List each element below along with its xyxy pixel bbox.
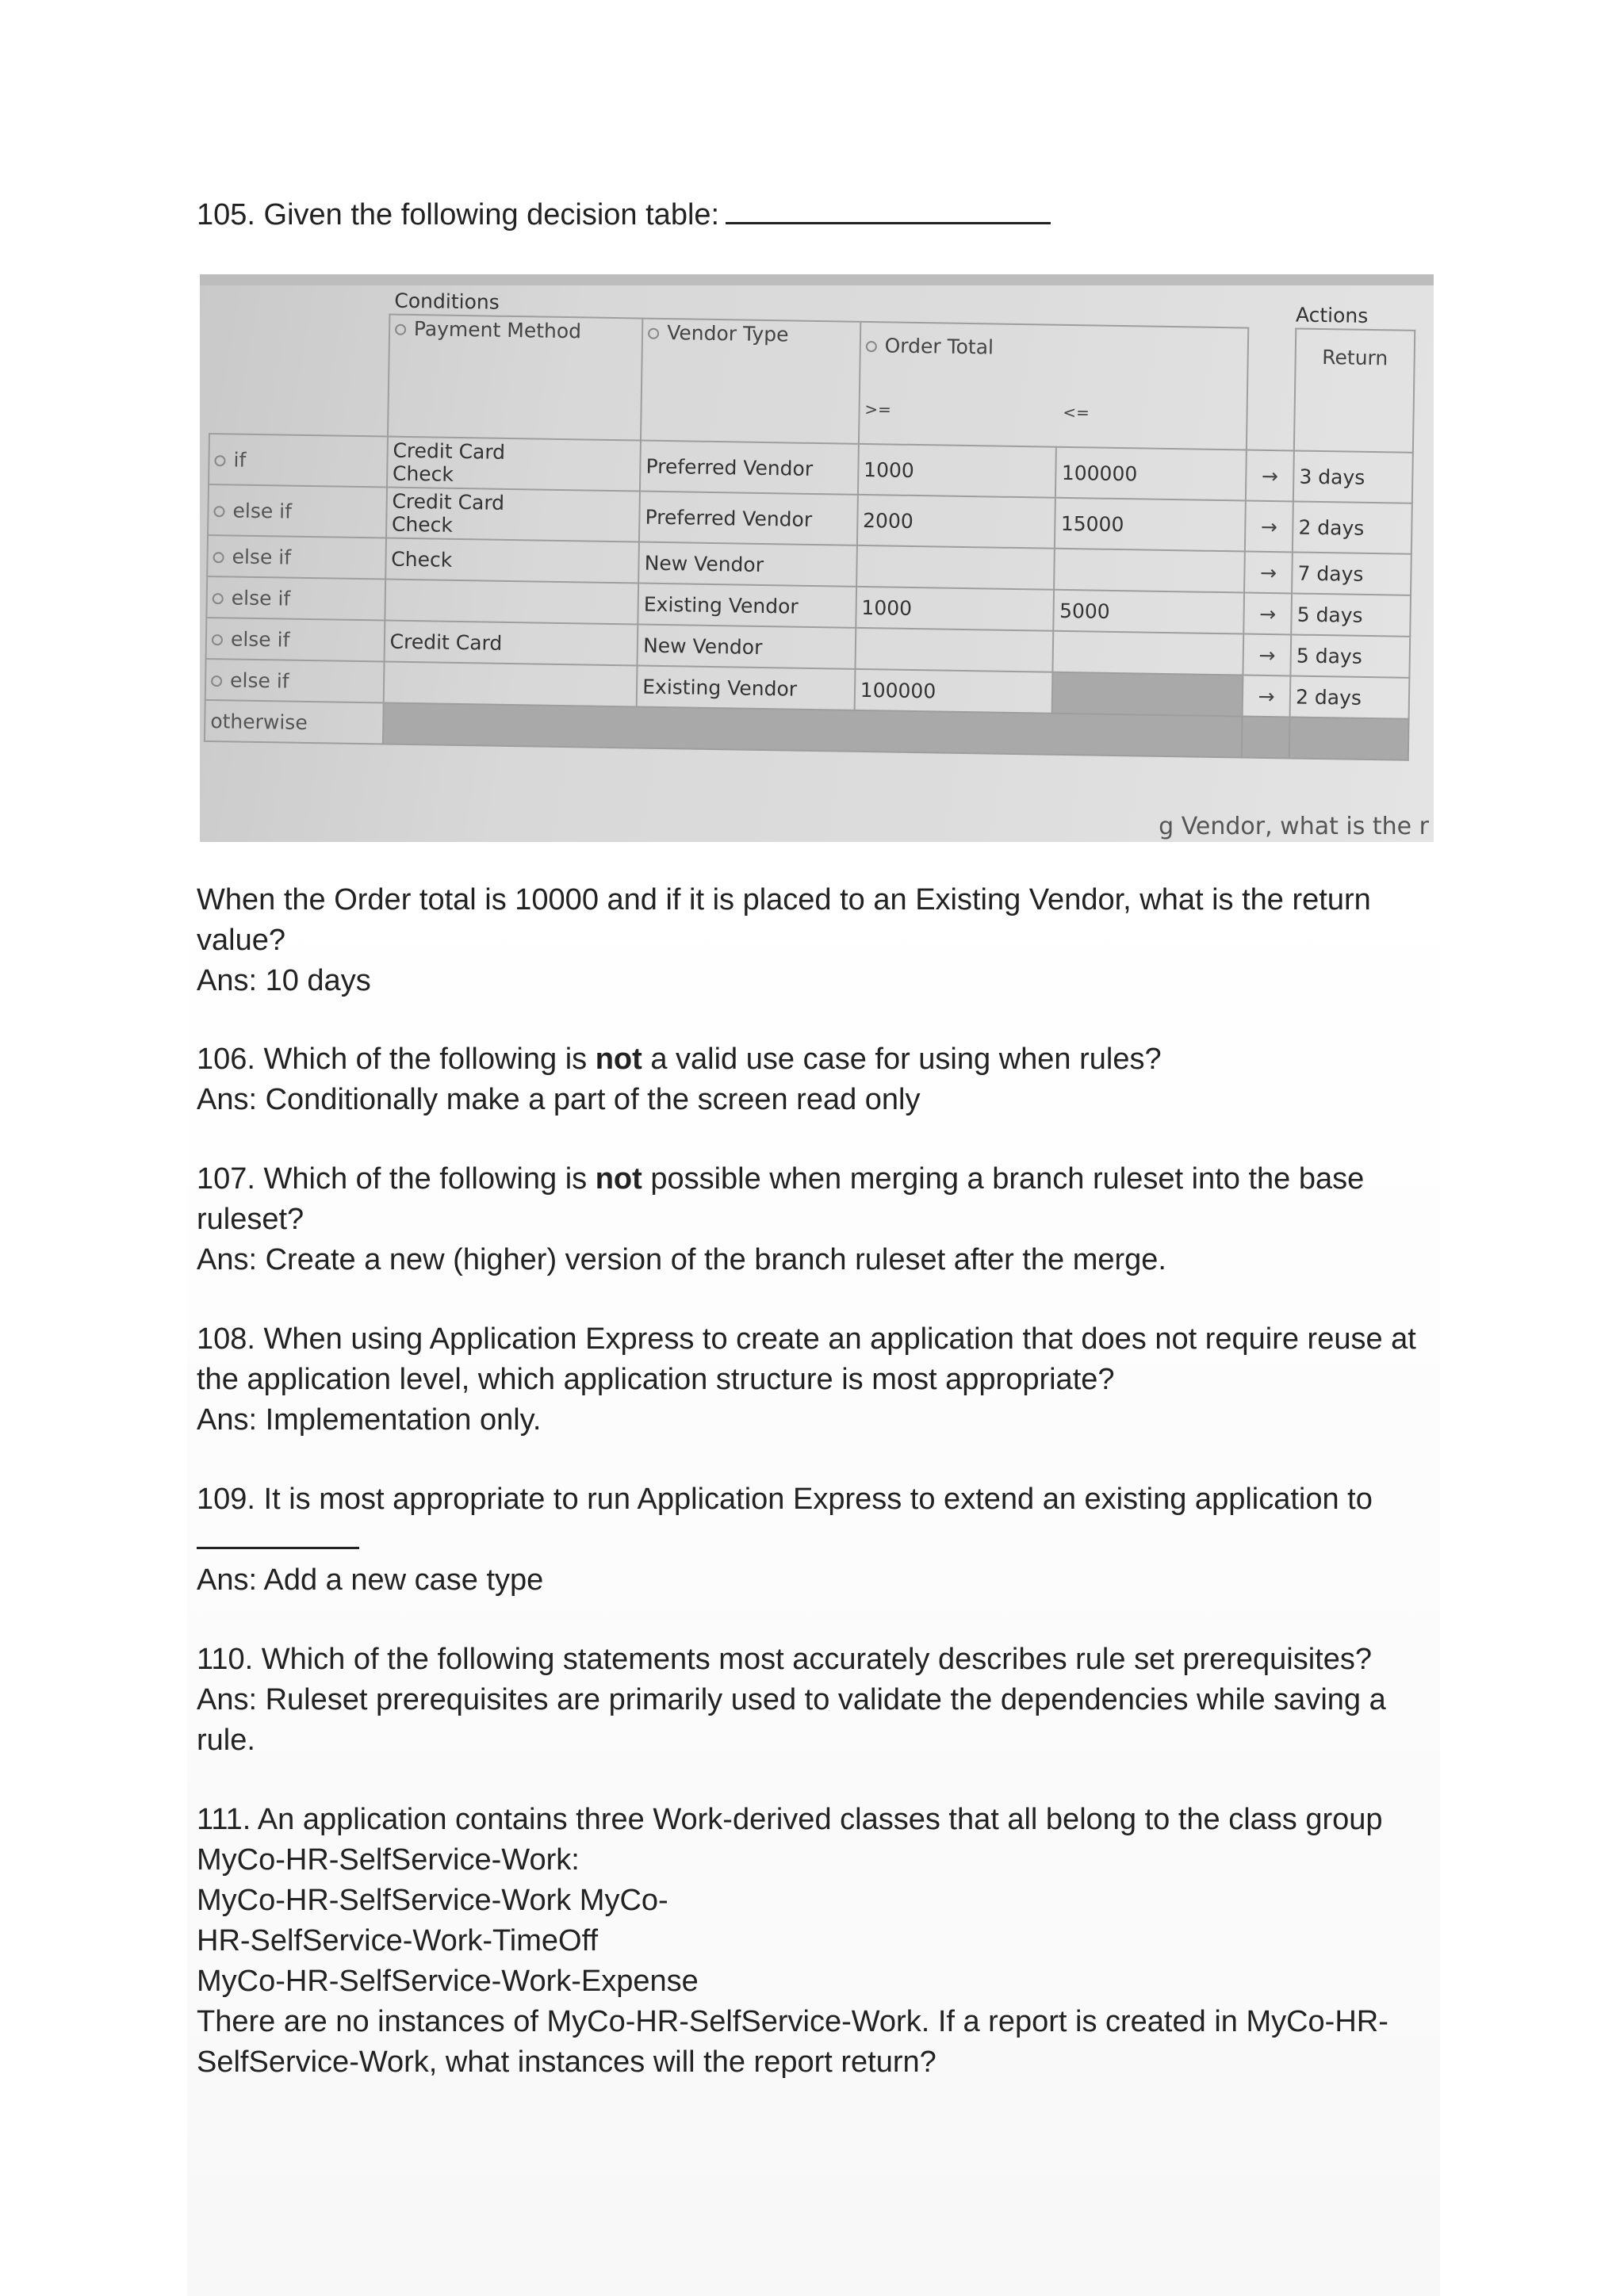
table-row: else if Credit Card Check Preferred Vendor 2000 15000 → 2 days (208, 484, 1412, 554)
conditions-label: Conditions (394, 289, 500, 314)
decision-table-photo (200, 274, 1434, 842)
question-105-prompt-text: When the Order total is 10000 and if it is placed to an Existing Vendor, what is the return value? (197, 883, 1371, 957)
table-row: if Credit Card Check Preferred Vendor 1000 100000 → 3 days (209, 434, 1413, 503)
question-109-answer: Ans: Add a new case type (197, 1563, 544, 1597)
table-row: else if Credit Card New Vendor → 5 days (206, 618, 1411, 678)
question-110: 110. Which of the following statements most accurately describes rule set prerequisites? Ans: Ruleset prerequisites are primarily used to validate the dependencies while saving a rule. (197, 1640, 1434, 1761)
otherwise-row: otherwise (205, 700, 1409, 760)
arrow-icon: → (1245, 501, 1293, 553)
return-header: Return (1294, 329, 1415, 453)
arrow-icon: → (1243, 593, 1292, 635)
circle-icon (214, 455, 225, 466)
question-106-answer: Ans: Conditionally make a part of the screen read only (197, 1083, 921, 1116)
answer-blank (197, 1523, 359, 1549)
question-107: 107. Which of the following is not possible when merging a branch ruleset into the base ruleset? Ans: Create a new (higher) version of the branch ruleset after the merge. (197, 1159, 1434, 1280)
question-106: 106. Which of the following is not a valid use case for using when rules? Ans: Conditionally make a part of the screen read only (197, 1039, 1434, 1120)
answer-blank (726, 195, 1051, 224)
circle-icon (395, 324, 406, 335)
question-105-prompt (197, 880, 1434, 1001)
circle-icon (866, 341, 877, 352)
question-110-answer: Ans: Ruleset prerequisites are primarily used to validate the dependencies while saving a rule. (197, 1683, 1386, 1757)
arrow-icon: → (1246, 450, 1294, 502)
table-row: else if Existing Vendor 1000 5000 → 5 days (206, 576, 1411, 637)
arrow-icon: → (1244, 552, 1293, 594)
question-105-text: 105. Given the following decision table: (197, 198, 720, 232)
table-row: else if Existing Vendor 100000 → 2 days (205, 659, 1410, 719)
circle-icon (213, 506, 224, 517)
question-108-answer: Ans: Implementation only. (197, 1403, 542, 1437)
order-total-header: Order Total >= <= (859, 322, 1249, 450)
circle-icon (213, 552, 224, 563)
decision-table (204, 284, 1416, 761)
question-109: 109. It is most appropriate to run Application Express to extend an existing application to Ans: Add a new case type (197, 1479, 1434, 1601)
question-105-answer: Ans: 10 days (197, 964, 371, 997)
question-108: 108. When using Application Express to create an application that does not require reuse at the application level, which application structure is most appropriate? Ans: Implementation only. (197, 1319, 1434, 1441)
arrow-icon: → (1243, 634, 1292, 676)
vendor-type-header: Vendor Type (641, 319, 860, 444)
table-row: else if Check New Vendor → 7 days (207, 535, 1411, 595)
actions-label: Actions (1295, 302, 1369, 327)
circle-icon (648, 328, 659, 339)
circle-icon (212, 634, 223, 645)
ge-header: >= (864, 399, 892, 419)
arrow-icon: → (1243, 675, 1291, 718)
payment-method-header: Payment Method (388, 315, 643, 441)
circle-icon (213, 593, 224, 604)
le-header: <= (1063, 402, 1090, 423)
column-header-row (209, 312, 1415, 453)
circle-icon (211, 675, 222, 687)
question-111: 111. An application contains three Work-derived classes that all belong to the class group MyCo-HR-SelfService-Work: MyCo-HR-SelfService-Work MyCo- HR-SelfService-Work-TimeOff MyCo-HR-SelfService-Work-Expense There are no instances of MyCo-HR-SelfService-Work. If a report is created in MyCo-HR- SelfService-Work, what instances will the report return? (197, 1803, 1388, 2079)
question-105 (197, 195, 1434, 235)
photo-cropped-text: g Vendor, what is the r (1159, 813, 1429, 840)
question-107-answer: Ans: Create a new (higher) version of the branch ruleset after the merge. (197, 1243, 1166, 1276)
